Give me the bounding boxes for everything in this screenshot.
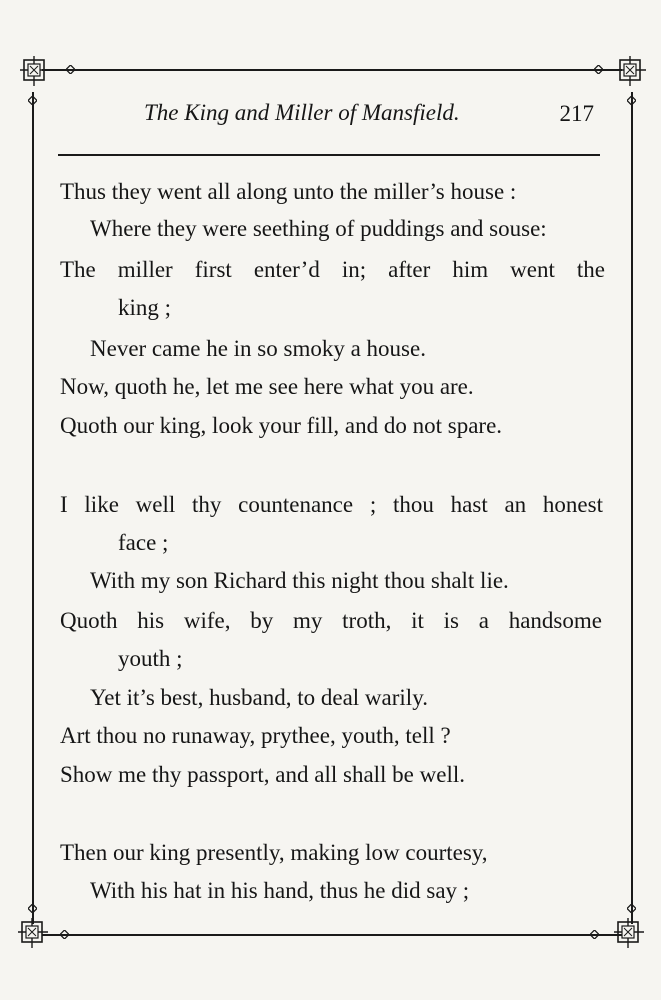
verse-line: king ; xyxy=(118,295,172,320)
diamond-ornament-icon xyxy=(60,930,69,939)
border-right xyxy=(631,92,633,924)
verse-line: I like well thy countenance ; thou hast an honest xyxy=(60,492,603,517)
diamond-ornament-icon xyxy=(627,96,636,105)
diamond-ornament-icon xyxy=(590,930,599,939)
verse-line: The miller first enter’d in; after him went the xyxy=(60,257,605,282)
verse-line: With his hat in his hand, thus he did say ; xyxy=(90,878,470,903)
corner-ornament-icon xyxy=(614,54,648,88)
corner-ornament-icon xyxy=(16,916,50,950)
border-bottom xyxy=(42,934,622,936)
verse-line: Never came he in so smoky a house. xyxy=(90,336,426,361)
border-top xyxy=(42,69,622,71)
border-left xyxy=(32,92,34,924)
header-rule xyxy=(58,154,600,156)
verse-line: With my son Richard this night thou shalt lie. xyxy=(90,568,509,593)
verse-line: Then our king presently, making low courtesy, xyxy=(60,840,488,865)
page-number: 217 xyxy=(559,101,594,126)
verse-line: Yet it’s best, husband, to deal warily. xyxy=(90,685,428,710)
verse-line: Now, quoth he, let me see here what you are. xyxy=(60,374,474,399)
diamond-ornament-icon xyxy=(28,904,37,913)
diamond-ornament-icon xyxy=(594,65,603,74)
verse-line: Thus they went all along unto the miller’s house : xyxy=(60,179,517,204)
verse-line: Show me thy passport, and all shall be well. xyxy=(60,762,465,787)
verse-line: Art thou no runaway, prythee, youth, tell ? xyxy=(60,723,451,748)
diamond-ornament-icon xyxy=(627,904,636,913)
diamond-ornament-icon xyxy=(66,65,75,74)
corner-ornament-icon xyxy=(612,916,646,950)
verse-line: Where they were seething of puddings and souse: xyxy=(90,216,547,241)
verse-line: Quoth our king, look your fill, and do not spare. xyxy=(60,413,503,438)
diamond-ornament-icon xyxy=(28,96,37,105)
verse-line: Quoth his wife, by my troth, it is a handsome xyxy=(60,608,602,633)
verse-line: face ; xyxy=(118,530,169,555)
corner-ornament-icon xyxy=(18,54,52,88)
running-header xyxy=(60,100,600,136)
page-title: The King and Miller of Mansfield. xyxy=(144,100,460,125)
verse-line: youth ; xyxy=(118,646,183,671)
